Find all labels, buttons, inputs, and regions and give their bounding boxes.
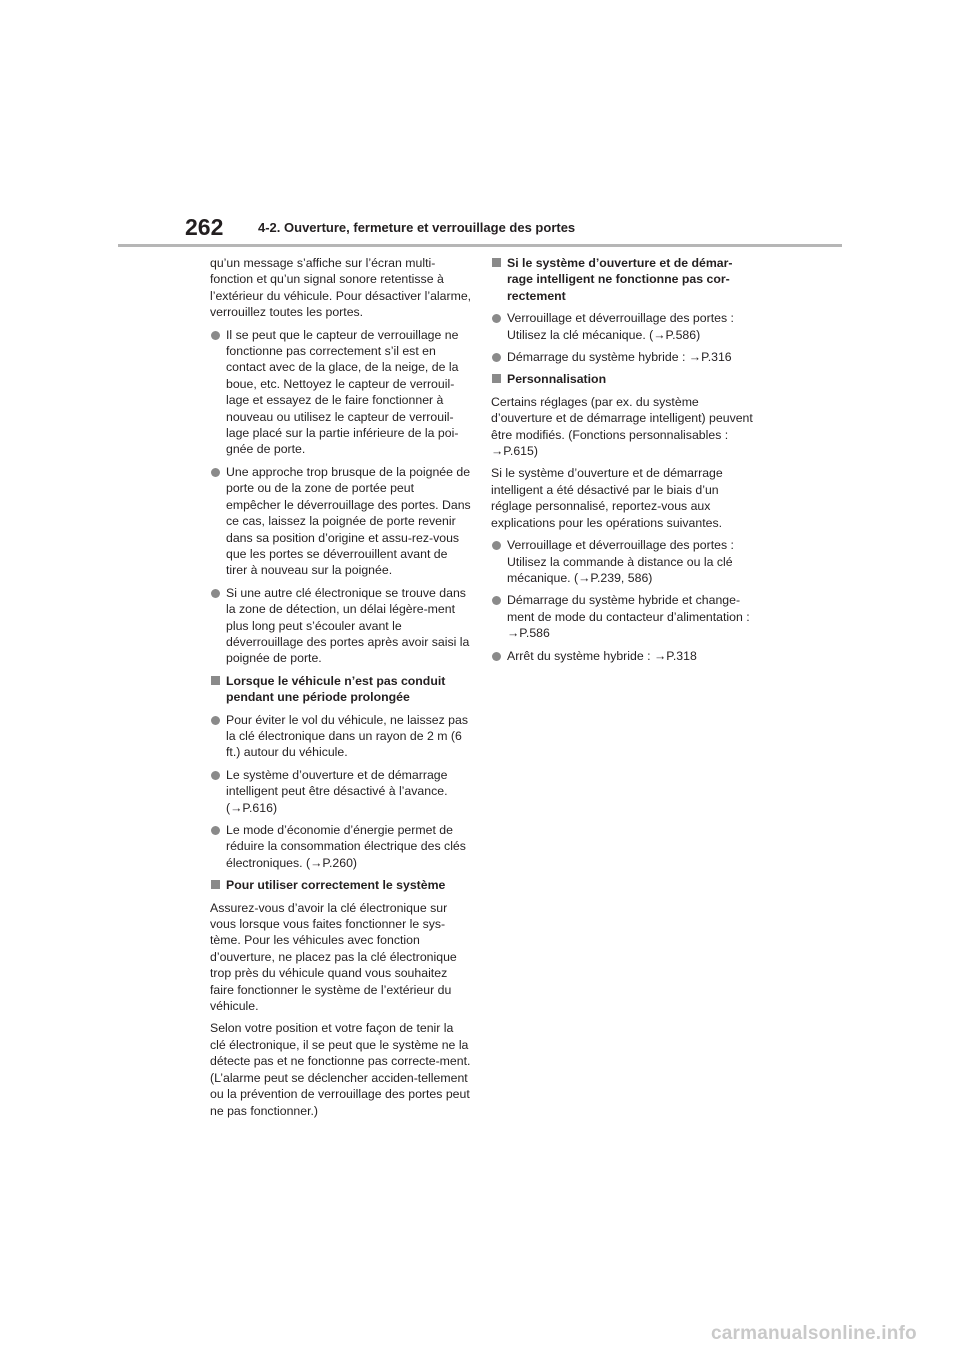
bullet-dot-icon <box>211 468 220 477</box>
page-number: 262 <box>185 214 224 240</box>
paragraph-text: Si le système d’ouverture et de démarrage intelligent a été désactivé par le biais d’un réglage personnalisé, reportez-vous aux explications pour les opérations suivantes. <box>491 466 723 530</box>
bullet-text: Le mode d’économie d’énergie permet de réduire la consommation électrique des clés électroniques. (→P.260) <box>226 823 466 870</box>
bullet-item <box>210 585 472 667</box>
bullet-dot-icon <box>492 541 501 550</box>
bullet-item <box>210 822 472 871</box>
heading-square-icon <box>492 258 501 267</box>
body-paragraph <box>491 394 753 460</box>
heading-text: Personnalisation <box>507 372 607 387</box>
header-rule <box>118 244 842 247</box>
subsection-heading <box>491 255 753 304</box>
bullet-text: Le système d’ouverture et de démarrage intelligent peut être désactivé à l’avance. (→P.616) <box>226 767 448 815</box>
bullet-item <box>491 648 753 664</box>
bullet-item <box>491 349 753 365</box>
bullet-dot-icon <box>211 589 220 598</box>
paragraph-text: qu’un message s’affiche sur l’écran multi-fonction et qu’un signal sonore retentisse à l’extérieur du véhicule. Pour désactiver l’alarme, verrouillez toutes les portes. <box>210 256 472 320</box>
subsection-heading <box>491 371 753 387</box>
continuation-paragraph <box>210 255 472 321</box>
heading-text: Lorsque le véhicule n’est pas conduit pendant une période prolongée <box>226 673 446 705</box>
paragraph-text: Selon votre position et votre façon de tenir la clé électronique, il se peut que le système ne la détecte pas et ne fonctionne pas correcte-ment. (L’alarme peut se déclencher acciden-tellement ou la prévention de verrouillage des portes peut ne pas fonctionner.) <box>210 1021 471 1118</box>
bullet-text: Arrêt du système hybride : →P.318 <box>507 648 697 663</box>
bullet-item <box>491 310 753 343</box>
heading-square-icon <box>211 676 220 685</box>
bullet-text: Démarrage du système hybride : →P.316 <box>507 350 732 365</box>
bullet-text: Il se peut que le capteur de verrouillage ne fonctionne pas correctement s’il est en contact avec de la glace, de la neige, de la boue, etc. Nettoyez le capteur de verrouil-lage et essayez de le faire fonctionner à nouveau ou utilisez le capteur de verrouil-lage placé sur la partie inférieure de la poi-gnée de porte. <box>226 327 459 457</box>
bullet-dot-icon <box>211 716 220 725</box>
bullet-item <box>491 592 753 641</box>
bullet-item <box>210 327 472 458</box>
bullet-item <box>210 767 472 816</box>
bullet-dot-icon <box>492 314 501 323</box>
site-watermark: carmanualsonline.info <box>711 1323 917 1344</box>
bullet-dot-icon <box>211 331 220 340</box>
left-column <box>210 255 472 1125</box>
body-paragraph <box>210 900 472 1015</box>
heading-text: Pour utiliser correctement le système <box>226 878 446 893</box>
bullet-text: Verrouillage et déverrouillage des portes : Utilisez la clé mécanique. (→P.586) <box>507 311 734 342</box>
right-column <box>491 255 753 670</box>
subsection-heading <box>210 673 472 706</box>
body-paragraph <box>491 465 753 531</box>
bullet-dot-icon <box>211 826 220 835</box>
bullet-item <box>210 712 472 761</box>
paragraph-text: Certains réglages (par ex. du système d’ouverture et de démarrage intelligent) peuvent être modifiés. (Fonctions personnalisables : →P.615) <box>491 394 753 459</box>
bullet-dot-icon <box>492 353 501 362</box>
paragraph-text: Assurez-vous d’avoir la clé électronique sur vous lorsque vous faites fonctionner le sys-tème. Pour les véhicules avec fonction d’ouverture, ne placez pas la clé électronique trop près du véhicule quand vous souhaitez faire fonctionner le système de l’extérieur du véhicule. <box>210 900 457 1014</box>
bullet-item <box>491 537 753 586</box>
bullet-text: Démarrage du système hybride et change-ment de mode du contacteur d’alimentation : →P.586 <box>507 593 750 641</box>
heading-square-icon <box>211 880 220 889</box>
bullet-dot-icon <box>211 771 220 780</box>
heading-square-icon <box>492 374 501 383</box>
body-paragraph <box>210 1020 472 1118</box>
bullet-dot-icon <box>492 652 501 661</box>
bullet-text: Pour éviter le vol du véhicule, ne laissez pas la clé électronique dans un rayon de 2 m (6 ft.) autour du véhicule. <box>226 712 468 760</box>
bullet-dot-icon <box>492 596 501 605</box>
bullet-text: Une approche trop brusque de la poignée de porte ou de la zone de portée peut empêcher le déverrouillage des portes. Dans ce cas, laissez la poignée de porte revenir dans sa position d’origine et assu-rez-vous que les portes se déverrouillent avant de tirer à nouveau sur la poignée. <box>226 464 471 578</box>
bullet-text: Verrouillage et déverrouillage des portes : Utilisez la commande à distance ou la clé mécanique. (→P.239, 586) <box>507 538 734 585</box>
heading-text: Si le système d’ouverture et de démar-rage intelligent ne fonctionne pas cor-rectement <box>507 256 733 303</box>
bullet-item <box>210 464 472 579</box>
section-title: 4-2. Ouverture, fermeture et verrouillage des portes <box>258 220 576 235</box>
subsection-heading <box>210 877 472 893</box>
bullet-text: Si une autre clé électronique se trouve dans la zone de détection, un délai légère-ment plus long peut s’écouler avant le déverrouillage des portes après avoir saisi la poignée de porte. <box>226 585 470 666</box>
